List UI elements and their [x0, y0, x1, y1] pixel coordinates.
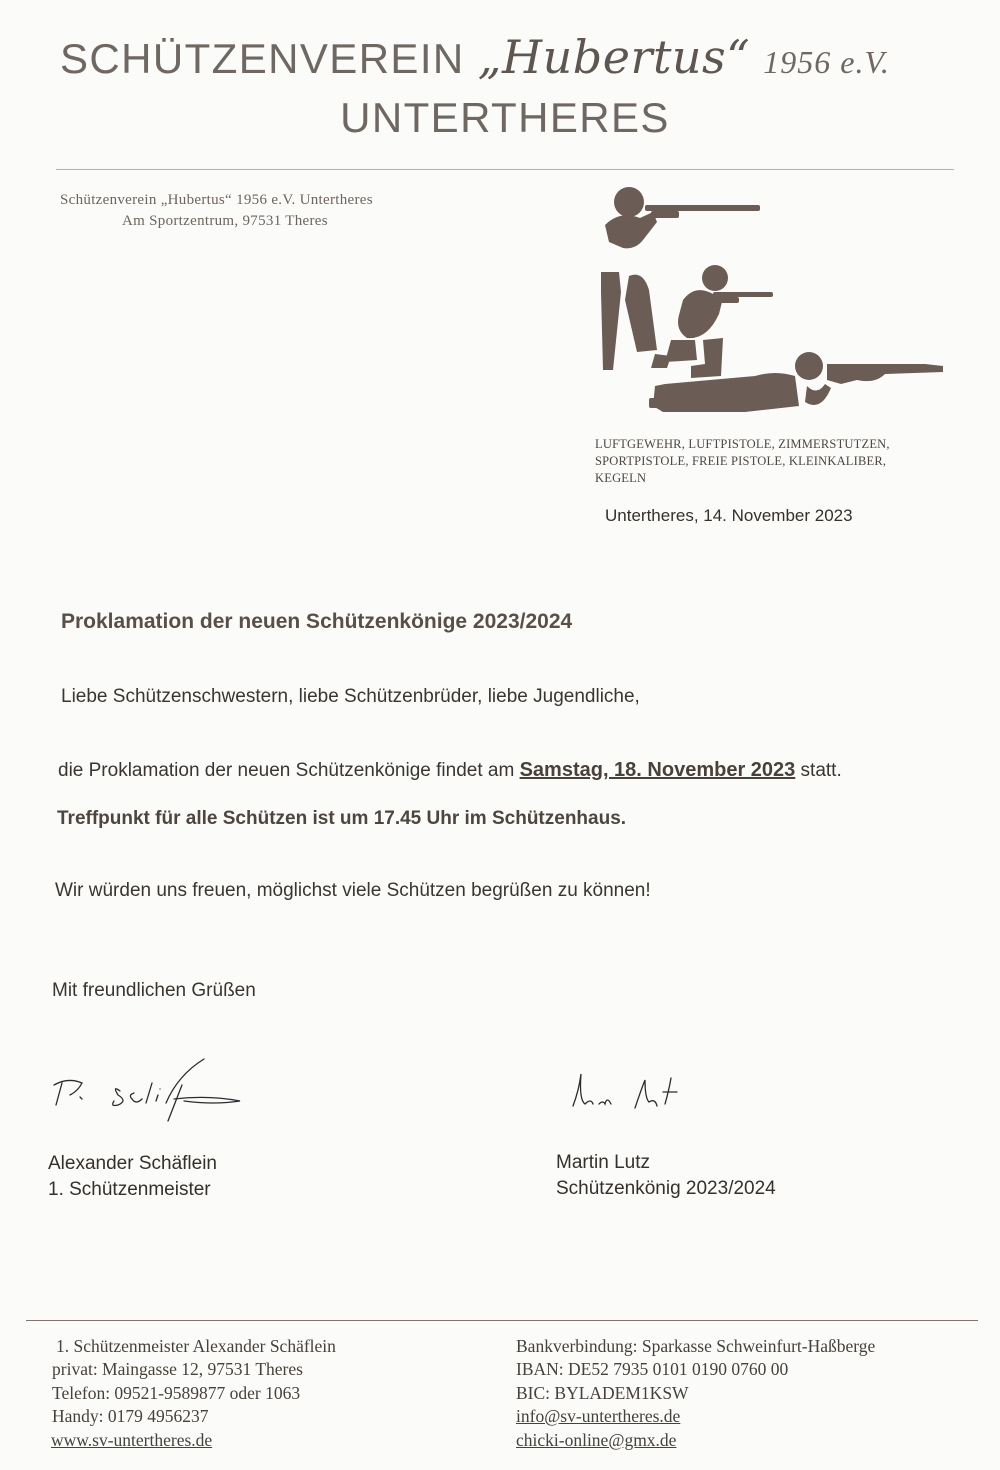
- event-text-after: statt.: [795, 760, 842, 781]
- footer-divider: [26, 1320, 978, 1321]
- footer-chairman: 1. Schützenmeister Alexander Schäflein: [56, 1336, 336, 1356]
- footer-bic: BIC: BYLADEM1KSW: [516, 1383, 689, 1403]
- event-date: Samstag, 18. November 2023: [519, 759, 796, 781]
- sender-address-line2: Am Sportzentrum, 97531 Theres: [122, 213, 328, 229]
- letter-title: Proklamation der neuen Schützenkönige 2023/2024: [61, 610, 573, 633]
- footer-phone: Telefon: 09521-9589877 oder 1063: [52, 1383, 301, 1403]
- signatory-2-name: Martin Lutz: [556, 1152, 650, 1173]
- event-paragraph: [58, 759, 842, 782]
- footer-email-chicki-link[interactable]: chicki-online@gmx.de: [516, 1430, 677, 1450]
- letterhead-club-name: [60, 30, 890, 84]
- club-name-part1: SCHÜTZENVEREIN: [60, 35, 465, 82]
- club-name-year: 1956 e.V.: [763, 44, 890, 80]
- letterhead-location: UNTERTHERES: [340, 94, 670, 141]
- footer-email-info-link[interactable]: info@sv-untertheres.de: [516, 1406, 681, 1426]
- signatory-1-role: 1. Schützenmeister: [48, 1179, 211, 1200]
- footer-iban: IBAN: DE52 7935 0101 0190 0760 00: [516, 1359, 789, 1379]
- letter-date: Untertheres, 14. November 2023: [605, 506, 853, 525]
- closing-phrase: Mit freundlichen Grüßen: [52, 980, 256, 1001]
- salutation: Liebe Schützenschwestern, liebe Schützenbrüder, liebe Jugendliche,: [61, 686, 640, 707]
- signature-schaeflein: [48, 1055, 248, 1130]
- signature-lutz: [565, 1070, 685, 1115]
- disciplines-line3: KEGELN: [595, 471, 647, 485]
- footer-private-address: privat: Maingasse 12, 97531 Theres: [52, 1359, 303, 1379]
- signatory-1-name: Alexander Schäflein: [48, 1153, 217, 1174]
- sender-address-line1: Schützenverein „Hubertus“ 1956 e.V. Untertheres: [60, 192, 373, 208]
- event-text-before: die Proklamation der neuen Schützenkönige findet am: [58, 760, 520, 781]
- wish-paragraph: Wir würden uns freuen, möglichst viele Schützen begrüßen zu können!: [55, 880, 651, 901]
- disciplines-line2: SPORTPISTOLE, FREIE PISTOLE, KLEINKALIBER,: [595, 454, 887, 468]
- shooters-logo-icon: [595, 180, 950, 420]
- club-name-script: „Hubertus“: [477, 30, 751, 84]
- footer-bank: Bankverbindung: Sparkasse Schweinfurt-Haßberge: [516, 1336, 876, 1356]
- meeting-point: Treffpunkt für alle Schützen ist um 17.45 Uhr im Schützenhaus.: [57, 808, 627, 829]
- signatory-2-role: Schützenkönig 2023/2024: [556, 1178, 776, 1199]
- header-divider: [56, 169, 954, 170]
- footer-website-link[interactable]: www.sv-untertheres.de: [51, 1430, 213, 1450]
- footer-mobile: Handy: 0179 4956237: [52, 1406, 209, 1426]
- disciplines-line1: LUFTGEWEHR, LUFTPISTOLE, ZIMMERSTUTZEN,: [595, 437, 890, 451]
